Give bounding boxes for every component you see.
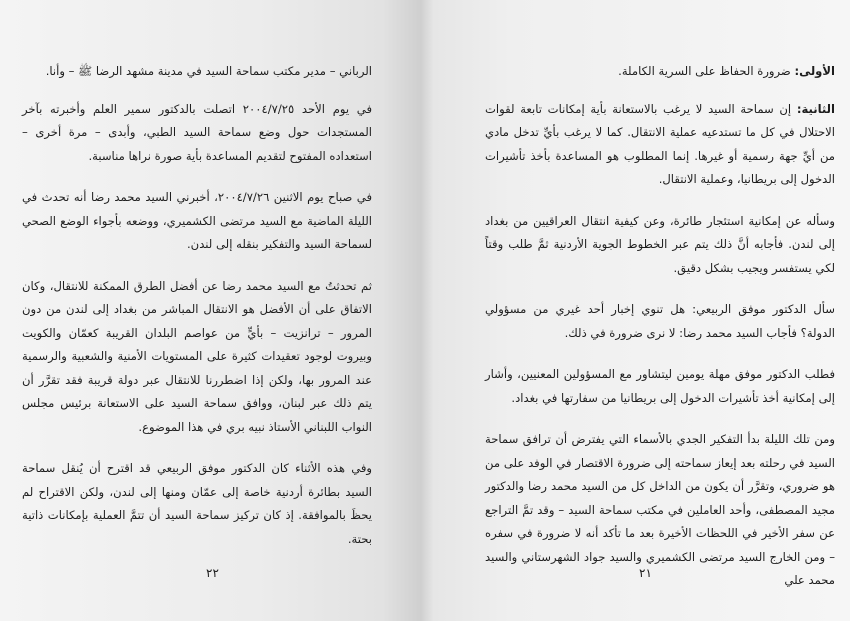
page-number: ٢١: [639, 566, 652, 580]
paragraph: ثم تحدثتُ مع السيد محمد رضا عن أفضل الطرق الممكنة للانتقال، وكان الاتفاق على أن الأفضل هو الانتقال المباشر من بغداد إلى لندن من دون المرور – ترانزيت – بأيٍّ من عواصم البلدان القريبة كعمّان والكويت وبيروت لوجود تعقيدات كثيرة على المستويات الأمنية والشعبية والرسمية عند المرور بها، ولكن إذا اضطررنا للانتقال عبر دولة قريبة فقد تقرَّر أن يتم ذلك عبر لبنان، ووافق سماحة السيد على الاستعانة برئيس مجلس النواب اللبناني الأستاذ نبيه بري في هذا الموضوع.: [22, 278, 372, 434]
paragraph: [485, 98, 835, 192]
paragraph: فطلب الدكتور موفق مهلة يومين ليتشاور مع المسؤولين المعنيين، وأشار إلى إمكانية أخذ تأشيرات الدخول إلى بريطانيا من سفارتها في بغداد.: [485, 367, 835, 405]
point-lead: الثانية:: [796, 101, 835, 116]
paragraph: سأل الدكتور موفق الربيعي: هل تنوي إخبار أحد غيري من مسؤولي الدولة؟ فأجاب السيد محمد رضا: لا نرى ضرورة في ذلك.: [485, 302, 835, 340]
paragraph: الرباني – مدير مكتب سماحة السيد في مدينة مشهد الرضا ﷺ – وأنا.: [45, 64, 372, 78]
page-number: ٢٢: [206, 566, 219, 580]
left-page-text: [22, 60, 372, 569]
paragraph: في صباح يوم الاثنين ٢٠٠٤/٧/٢٦، أخبرني السيد محمد رضا أنه تحدث في الليلة الماضية مع السيد مرتضى الكشميري، ووضعه بأجواء الوضع الصحي لسماحة السيد والتفكير بنقله إلى لندن.: [22, 190, 372, 251]
paragraph: في يوم الأحد ٢٠٠٤/٧/٢٥ اتصلت بالدكتور سمير العلم وأخبرته بآخر المستجدات حول وضع سماحة السيد الطبي، وأبدى – مرة أخرى – استعداده المفتوح لتقديم المساعدة بأية صورة نراها مناسبة.: [22, 101, 372, 163]
paragraph: وفي هذه الأثناء كان الدكتور موفق الربيعي قد اقترح أن يُنقل سماحة السيد بطائرة أردنية خاصة إلى عمّان ومنها إلى لندن، ولكن الاقتراح لم يحظَ بالموافقة. إذ كان تركيز سماحة السيد أن تتمَّ العملية بإمكانات ذاتية بحتة.: [22, 461, 372, 546]
paragraph: وسأله عن إمكانية استئجار طائرة، وعن كيفية انتقال العراقيين من بغداد إلى لندن. فأجابه أنَّ ذلك يتم عبر الخطوط الجوية الأردنية ثمَّ طلب وقتاً لكي يستفسر ويجيب بشكل دقيق.: [485, 213, 835, 275]
right-page-text: [485, 60, 835, 611]
paragraph: ومن تلك الليلة بدأ التفكير الجدي بالأسماء التي يفترض أن ترافق سماحة السيد في رحلته بعد إيعاز سماحته إلى ضرورة الاقتصار في الوفد على من هو ضروري، وتقرَّر أن يكون من الداخل كل من السيد محمد رضا والدكتور مجيد المصطفى، وأحد العاملين في مكتب سماحة السيد – وقد تمَّ التراجع عن سفر الأخير في اللحظات الأخيرة بعد ما تأكد أنه لا ضرورة في سفره – ومن الخارج السيد مرتضى الكشميري والسيد جواد الشهرستاني والسيد محمد علي: [485, 432, 835, 587]
point-text: إن سماحة السيد لا يرغب بالاستعانة بأية إمكانات تابعة لقوات الاحتلال في كل ما تستدعيه عملية الانتقال. كما لا يرغب بأيِّ تدخل مادي من أيِّ جهة رسمية أو غيرها. إنما المطلوب هو المساعدة بأخذ تأشيرات الدخول إلى بريطانيا، وعملية الانتقال.: [485, 101, 835, 186]
point-lead: الأولى:: [794, 64, 835, 78]
paragraph: [485, 60, 835, 84]
point-text: ضرورة الحفاظ على السرية الكاملة.: [618, 64, 795, 78]
right-page: [425, 0, 850, 621]
